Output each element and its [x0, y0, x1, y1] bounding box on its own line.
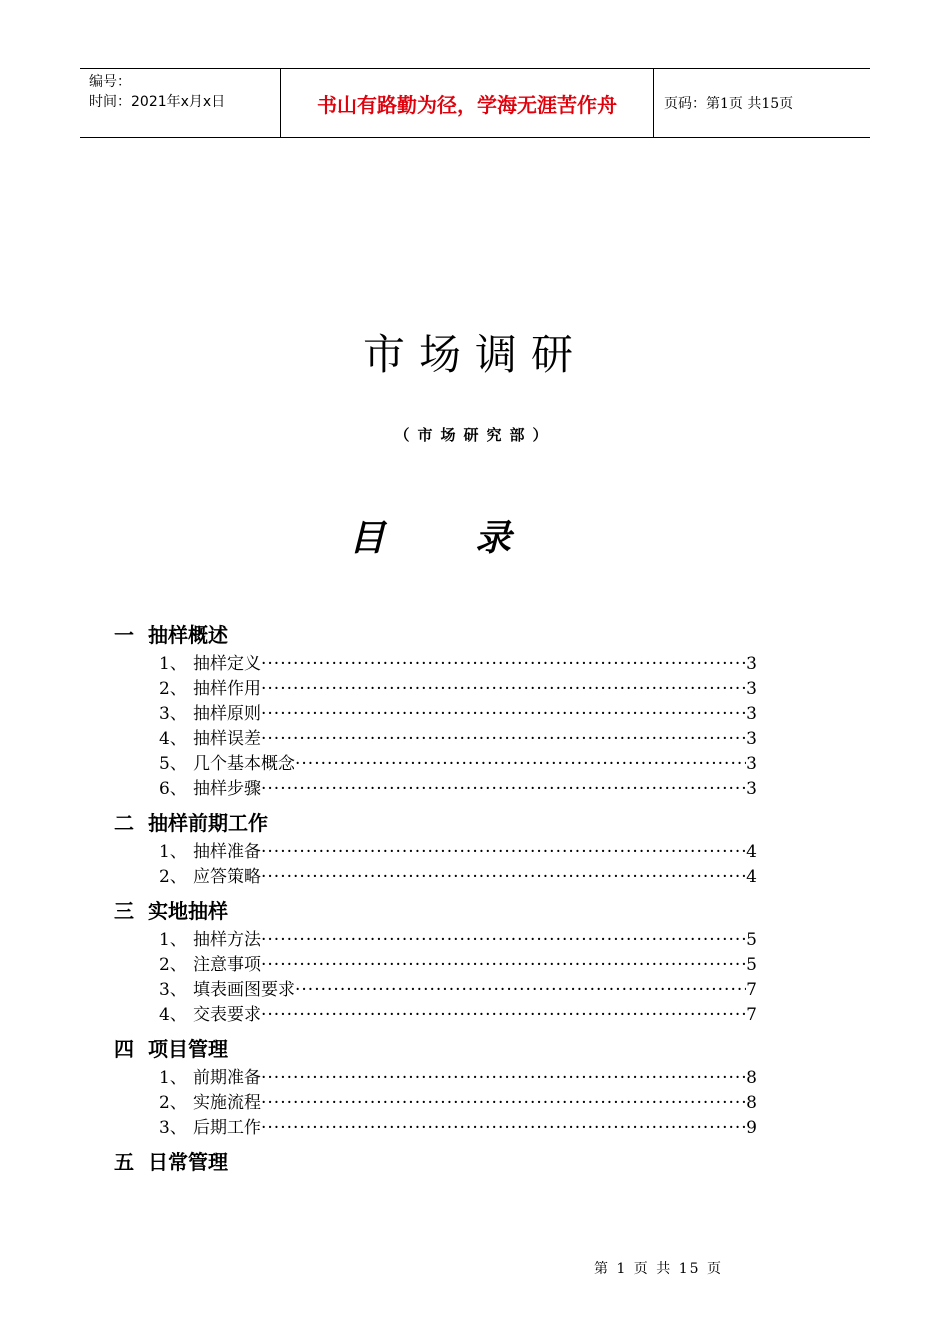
toc-dot-leader: [261, 677, 746, 702]
toc-entry-label: 填表画图要求: [193, 980, 295, 1000]
header-page-info: 页码：第1页 共15页: [664, 96, 794, 112]
header-left-cell: [80, 69, 281, 137]
toc-dot-leader: [261, 1091, 746, 1116]
header-table: [80, 68, 870, 138]
toc-entry-label: 几个基本概念: [193, 754, 295, 774]
toc-section-heading[interactable]: [114, 1145, 774, 1179]
toc-title: 目录: [348, 517, 601, 559]
toc-entry-page: 8: [746, 1068, 757, 1088]
toc-entry-label: 抽样误差: [193, 729, 261, 749]
toc-entry-number: 5、: [159, 754, 187, 774]
toc-entry[interactable]: [159, 1091, 757, 1116]
toc-entry-page: 8: [746, 1093, 757, 1113]
toc-entry-label: 抽样准备: [193, 842, 261, 862]
toc-entry-label: 后期工作: [193, 1118, 261, 1138]
page-footer: 第 1 页 共 15 页: [594, 1261, 723, 1277]
toc-section-title: 抽样概述: [148, 623, 228, 647]
toc-entry-page: 4: [746, 842, 757, 862]
toc-entry-page: 3: [746, 654, 757, 674]
toc-entry-page: 3: [746, 704, 757, 724]
toc-section-number: 二: [114, 811, 134, 835]
toc-entry-number: 3、: [159, 704, 187, 724]
toc-dot-leader: [295, 978, 746, 1003]
toc-entry[interactable]: [159, 978, 757, 1003]
toc-entry[interactable]: [159, 727, 757, 752]
toc-dot-leader: [261, 702, 746, 727]
toc-entry[interactable]: [159, 1116, 757, 1141]
toc-section-heading[interactable]: [114, 894, 774, 928]
table-of-contents: [114, 618, 774, 1183]
toc-section: [114, 1032, 774, 1141]
toc-dot-leader: [261, 1003, 746, 1028]
toc-entry-number: 1、: [159, 1068, 187, 1088]
toc-entry-label: 应答策略: [193, 867, 261, 887]
toc-dot-leader: [295, 752, 746, 777]
toc-entry-number: 2、: [159, 867, 187, 887]
toc-section-title: 项目管理: [148, 1037, 228, 1061]
toc-entry[interactable]: [159, 652, 757, 677]
toc-entry-number: 1、: [159, 930, 187, 950]
toc-section-title: 抽样前期工作: [148, 811, 268, 835]
toc-entry[interactable]: [159, 777, 757, 802]
toc-entry-label: 抽样定义: [193, 654, 261, 674]
toc-section-title: 日常管理: [148, 1150, 228, 1174]
toc-section: [114, 806, 774, 890]
toc-entry-number: 2、: [159, 679, 187, 699]
toc-entry-label: 前期准备: [193, 1068, 261, 1088]
toc-section-heading[interactable]: [114, 618, 774, 652]
toc-section-title: 实地抽样: [148, 899, 228, 923]
toc-entry-page: 3: [746, 679, 757, 699]
toc-entry-page: 5: [746, 955, 757, 975]
toc-entry-label: 抽样作用: [193, 679, 261, 699]
toc-dot-leader: [261, 928, 746, 953]
toc-section-heading[interactable]: [114, 1032, 774, 1066]
toc-entry[interactable]: [159, 840, 757, 865]
toc-entry-label: 抽样步骤: [193, 779, 261, 799]
toc-section: [114, 618, 774, 802]
toc-entry-number: 3、: [159, 980, 187, 1000]
toc-entry-number: 1、: [159, 842, 187, 862]
toc-entry-page: 3: [746, 779, 757, 799]
document-title: 市场调研: [362, 330, 587, 379]
toc-section-heading[interactable]: [114, 806, 774, 840]
toc-dot-leader: [261, 652, 746, 677]
toc-entry-number: 1、: [159, 654, 187, 674]
toc-entry[interactable]: [159, 865, 757, 890]
toc-entry-number: 2、: [159, 1093, 187, 1113]
toc-dot-leader: [261, 1116, 746, 1141]
toc-entry-number: 6、: [159, 779, 187, 799]
toc-dot-leader: [261, 777, 746, 802]
toc-section-number: 一: [114, 623, 134, 647]
toc-entry[interactable]: [159, 702, 757, 727]
toc-entry[interactable]: [159, 1066, 757, 1091]
toc-dot-leader: [261, 953, 746, 978]
toc-entry-number: 3、: [159, 1118, 187, 1138]
toc-entry-page: 7: [746, 980, 757, 1000]
header-motto: 书山有路勤为径，学海无涯苦作舟: [281, 69, 654, 137]
toc-entry[interactable]: [159, 752, 757, 777]
toc-entry-page: 9: [746, 1118, 757, 1138]
toc-entry-page: 5: [746, 930, 757, 950]
time-label: 时间：2021年x月x日: [89, 94, 226, 110]
toc-dot-leader: [261, 865, 746, 890]
toc-entry-number: 4、: [159, 729, 187, 749]
number-label: 编号：: [89, 74, 131, 90]
toc-entry-label: 抽样原则: [193, 704, 261, 724]
toc-entry-label: 交表要求: [193, 1005, 261, 1025]
toc-entry-page: 3: [746, 754, 757, 774]
toc-entry[interactable]: [159, 1003, 757, 1028]
toc-section: [114, 894, 774, 1028]
toc-section: [114, 1145, 774, 1179]
toc-entry-label: 注意事项: [193, 955, 261, 975]
toc-entry-label: 抽样方法: [193, 930, 261, 950]
toc-section-number: 五: [114, 1150, 134, 1174]
toc-section-number: 四: [114, 1037, 134, 1061]
document-subtitle: （市场研究部）: [394, 426, 556, 444]
toc-dot-leader: [261, 840, 746, 865]
toc-entry[interactable]: [159, 953, 757, 978]
toc-entry[interactable]: [159, 677, 757, 702]
toc-entry[interactable]: [159, 928, 757, 953]
toc-entry-page: 4: [746, 867, 757, 887]
toc-section-number: 三: [114, 899, 134, 923]
toc-entry-number: 4、: [159, 1005, 187, 1025]
toc-entry-page: 7: [746, 1005, 757, 1025]
toc-entry-label: 实施流程: [193, 1093, 261, 1113]
toc-entry-page: 3: [746, 729, 757, 749]
toc-dot-leader: [261, 1066, 746, 1091]
toc-entry-number: 2、: [159, 955, 187, 975]
toc-dot-leader: [261, 727, 746, 752]
